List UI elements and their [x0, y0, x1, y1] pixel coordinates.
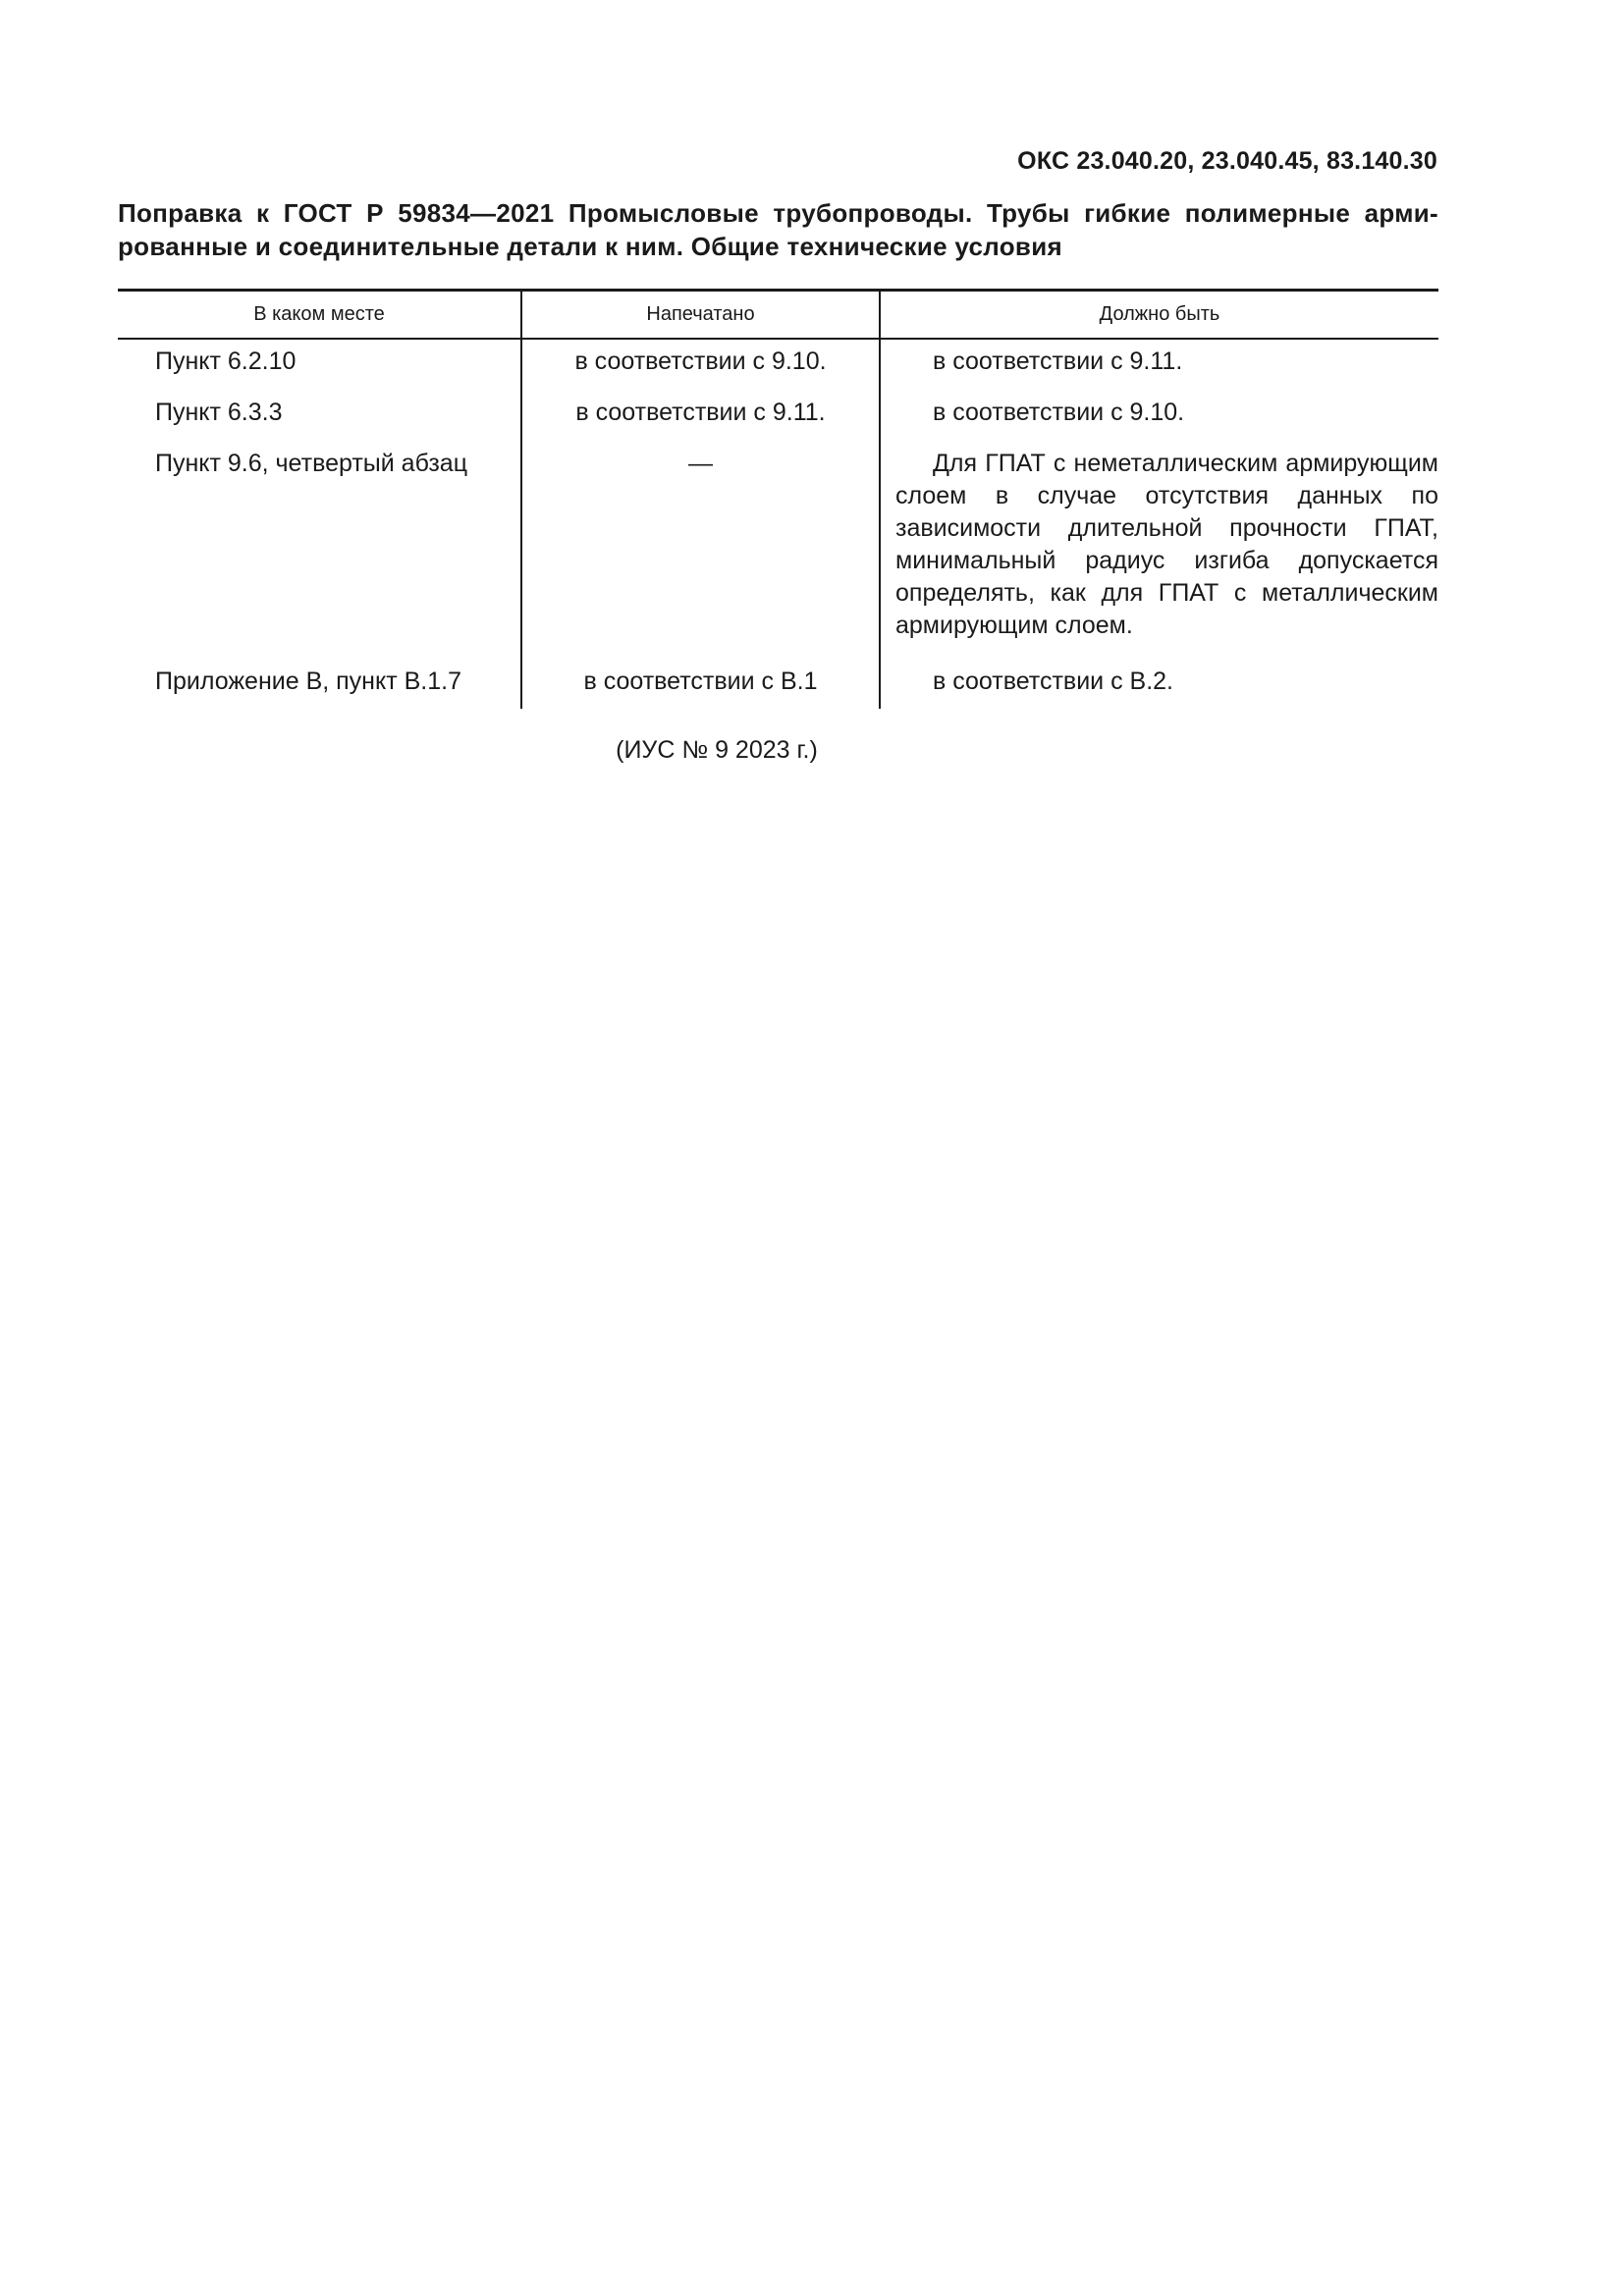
oks-code: ОКС 23.040.20, 23.040.45, 83.140.30	[1017, 147, 1437, 175]
row-4-should-be: в соответствии с В.2.	[933, 667, 1173, 695]
row-3-place: Пункт 9.6, четвертый абзац	[155, 450, 468, 477]
table-header-rule	[118, 338, 1438, 340]
title-line-2: рованные и соединительные детали к ним. Общие технические условия	[118, 232, 1062, 261]
column-header-should-be: Должно быть	[1099, 303, 1220, 325]
row-3-should-be: Для ГПАТ с неметаллическим армирующим слоем в случае отсутствия данных по зависимости длительной прочности ГПАТ, минимальный радиус изгиба допускается определять, как для ГПАТ с металлическим армирующим слоем.	[895, 450, 1438, 639]
row-2-place: Пункт 6.3.3	[155, 399, 283, 426]
row-1-place: Пункт 6.2.10	[155, 347, 297, 375]
document-title	[118, 196, 1438, 263]
column-divider-2	[879, 289, 881, 709]
ius-reference: (ИУС № 9 2023 г.)	[616, 736, 818, 764]
row-1-printed: в соответствии с 9.10.	[574, 347, 827, 375]
row-3-printed: —	[688, 450, 713, 477]
column-header-place: В каком месте	[253, 303, 385, 325]
row-1-should-be: в соответствии с 9.11.	[933, 347, 1183, 375]
title-line-1: Поправка к ГОСТ Р 59834—2021 Промысловые трубопроводы. Трубы гибкие полимерные арми-	[118, 198, 1438, 228]
row-4-place: Приложение В, пункт В.1.7	[155, 667, 461, 695]
row-2-printed: в соответствии с 9.11.	[575, 399, 826, 426]
row-2-should-be: в соответствии с 9.10.	[933, 399, 1185, 426]
column-header-printed: Напечатано	[646, 303, 755, 325]
corrections-table	[118, 289, 1438, 709]
row-4-printed: в соответствии с В.1	[583, 667, 818, 695]
